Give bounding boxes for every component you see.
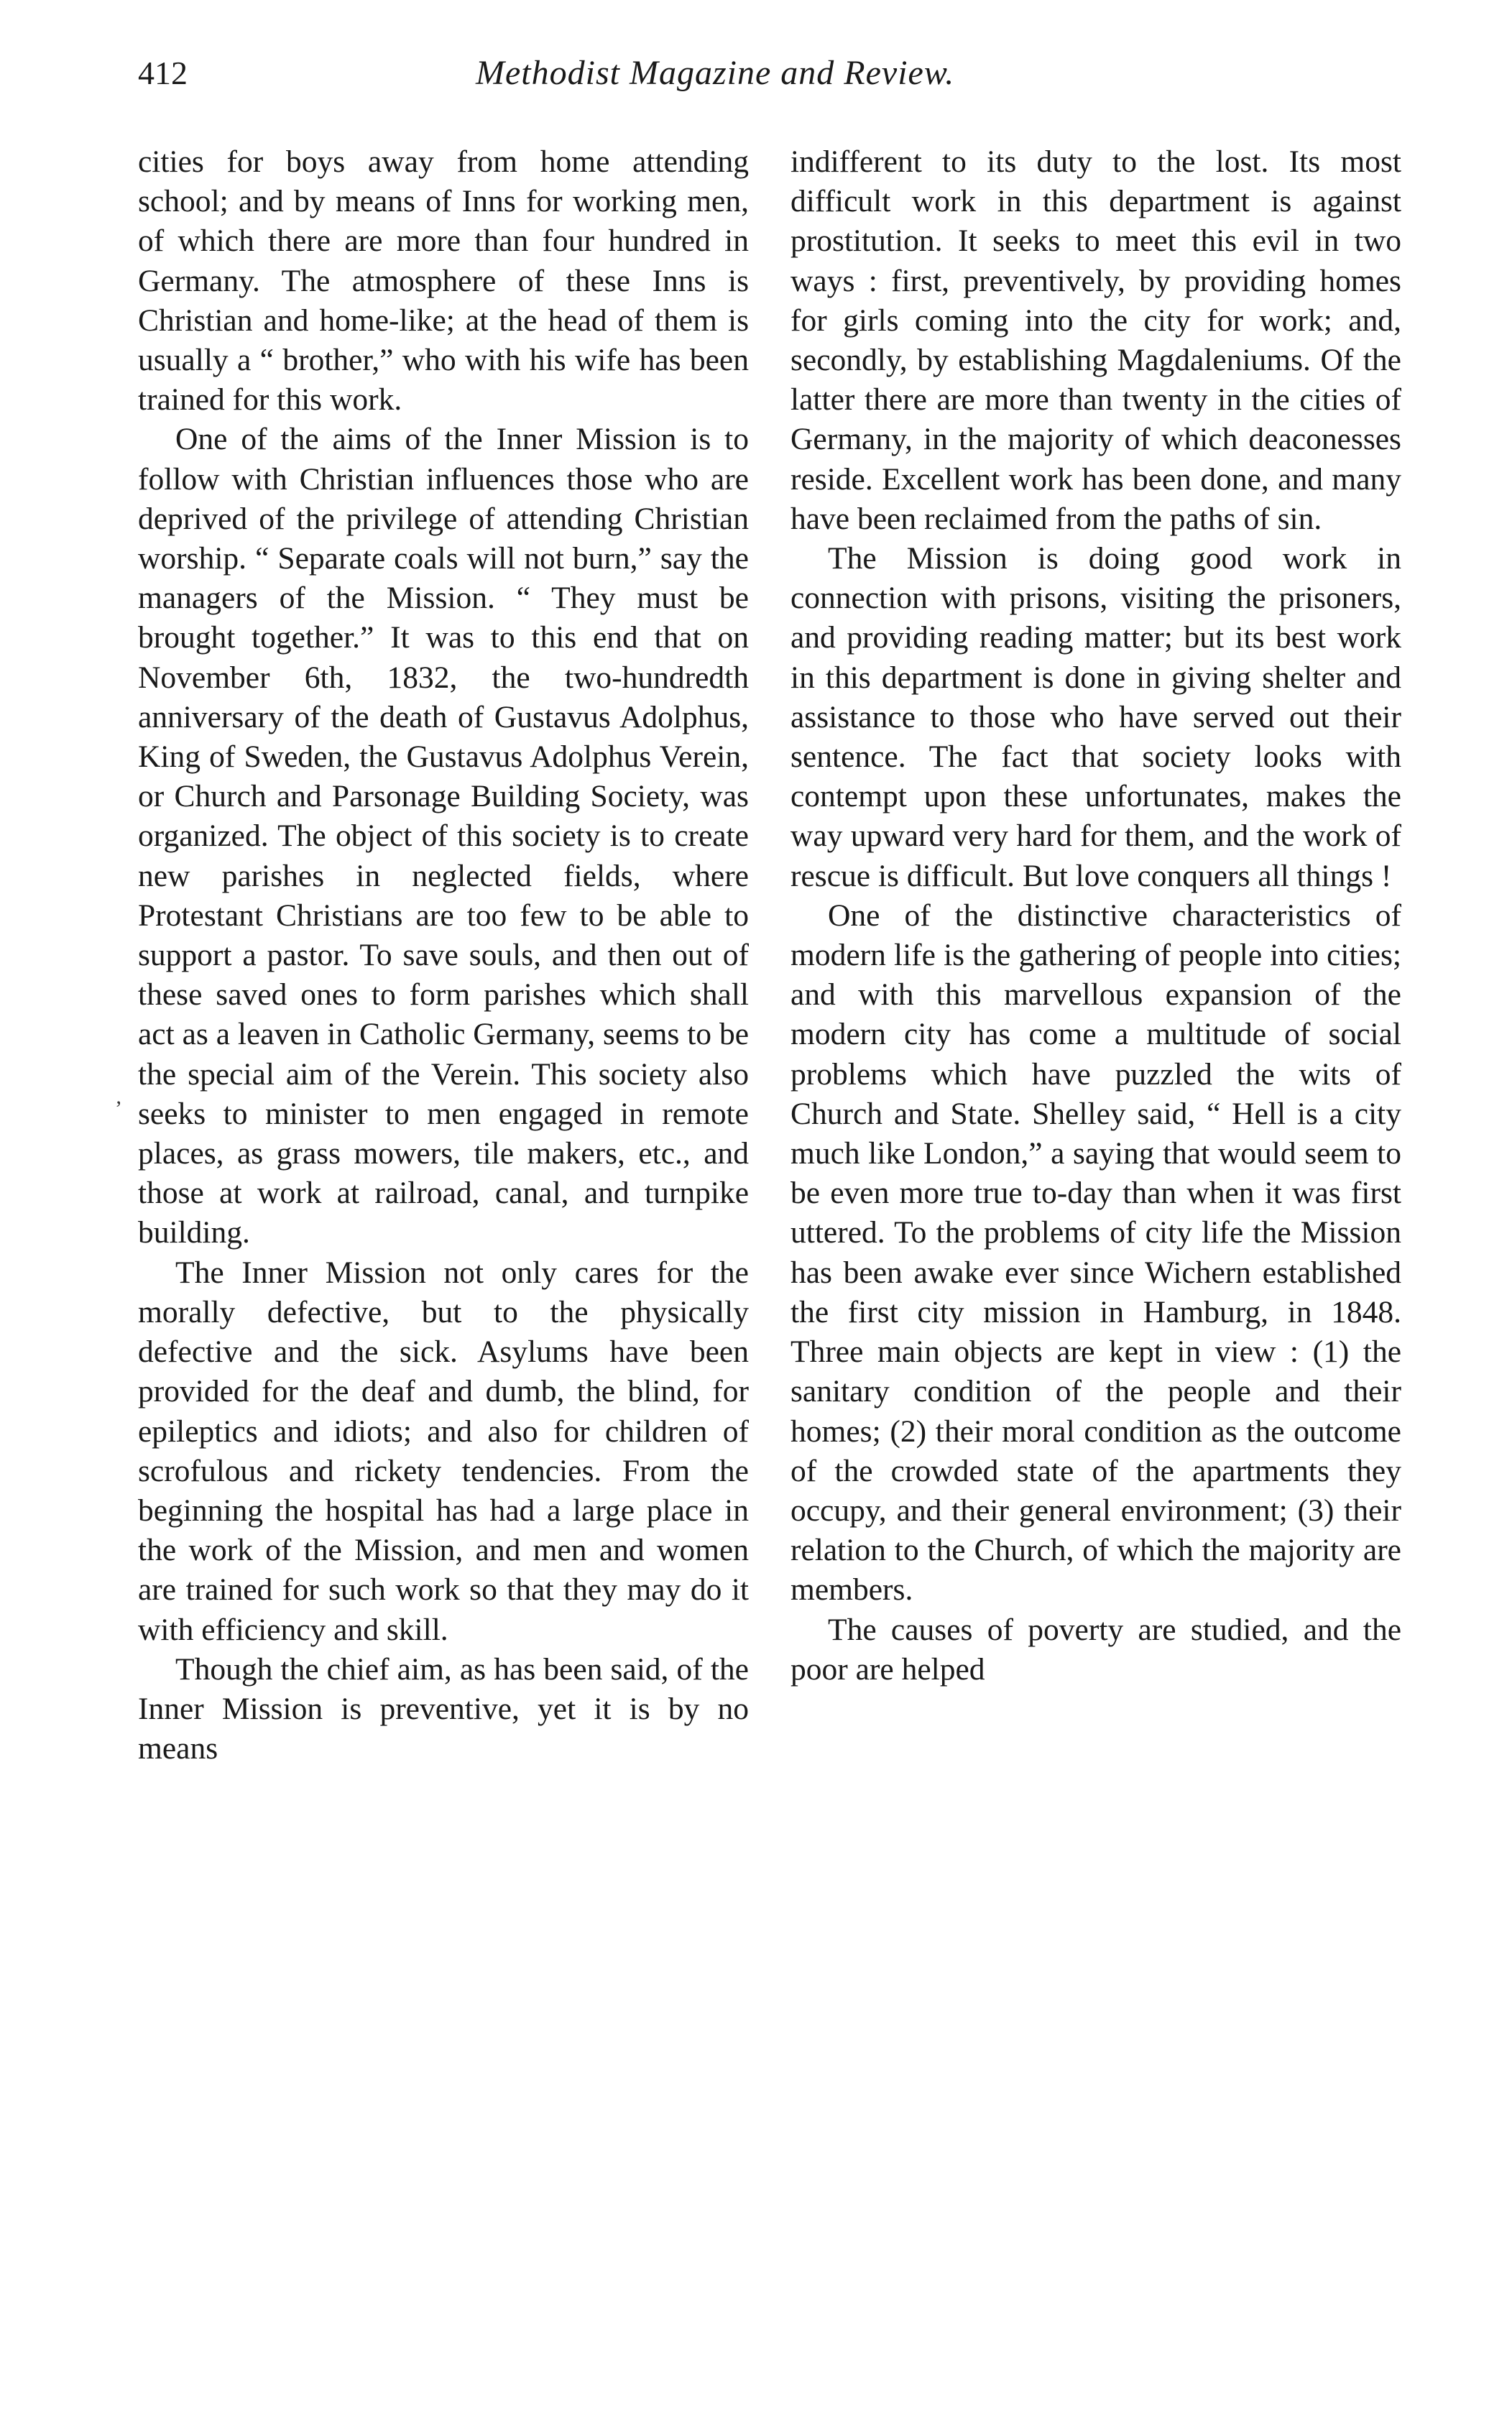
paragraph: The Inner Mission not only cares for the morally defective, but to the physically defective and the sick. Asylums have been provided for the deaf and dumb, the blind, for epileptics and idiots; and also for children of scrofulous and rickety tendencies. From the beginning the hospital has had a large place in the work of the Mission, and men and women are trained for such work so that they may do it with efficiency and skill.: [138, 1255, 749, 1647]
page-header: [138, 52, 1432, 116]
page-number: 412: [138, 55, 188, 91]
paragraph: The causes of poverty are studied, and the poor are helped: [790, 1612, 1401, 1687]
running-title: Methodist Magazine and Review.: [476, 54, 955, 92]
paragraph: indifferent to its duty to the lost. Its most difficult work in this department is against prostitution. It seeks to meet this evil in two ways : first, preventively, by providing homes for girls coming into the city for work; and, secondly, by establishing Magdaleniums. Of the latter there are more than twenty in the cities of Germany, in the majority of which deaconesses reside. Excellent work has been done, and many have been reclaimed from the paths of sin.: [790, 144, 1401, 536]
left-column: [138, 142, 749, 1769]
paragraph: The Mission is doing good work in connection with prisons, visiting the prisoners, and providing reading matter; but its best work in this department is done in giving shelter and assistance to those who have served out their sentence. The fact that society looks with contempt upon these unfortunates, makes the way upward very hard for them, and the work of rescue is difficult. But love conquers all things !: [790, 541, 1401, 893]
paragraph: cities for boys away from home attending school; and by means of Inns for working men, of which there are more than four hundred in Germany. The atmosphere of these Inns is Christian and home-like; at the head of them is usually a “ brother,” who with his wife has been trained for this work.: [138, 144, 749, 418]
paragraph: One of the aims of the Inner Mission is to follow with Christian influences those who are deprived of the privilege of attending Christian worship. “ Separate coals will not burn,” say the managers of the Mission. “ They must be brought together.” It was to this end that on November 6th, 1832, the two-hundredth anniversary of the death of Gustavus Adolphus, King of Sweden, the Gustavus Adolphus Verein, or Church and Parsonage Building Society, was organized. The object of this society is to create new parishes in neglected fields, where Protestant Christians are too few to be able to support a pastor. To save souls, and then out of these saved ones to form parishes which shall act as a leaven in Catholic Germany, seems to be the special aim of the Verein. This society also seeks to minister to men engaged in remote places, as grass mowers, tile makers, etc., and those at work at railroad, canal, and turnpike building.: [138, 422, 749, 1250]
paragraph: Though the chief aim, as has been said, of the Inner Mission is preventive, yet it is by no means: [138, 1651, 749, 1766]
margin-mark: ’: [115, 1097, 122, 1120]
right-column: [790, 142, 1401, 1689]
paragraph: One of the distinctive characteristics of modern life is the gathering of people into cities; and with this marvellous expansion of the modern city has come a multitude of social problems which have puzzled the wits of Church and State. Shelley said, “ Hell is a city much like London,” a saying that would seem to be even more true to-day than when it was first uttered. To the problems of city life the Mission has been awake ever since Wichern established the first city mission in Hamburg, in 1848. Three main objects are kept in view : (1) the sanitary condition of the people and their homes; (2) their moral condition as the outcome of the crowded state of the apartments they occupy, and their general environment; (3) their relation to the Church, of which the majority are members.: [790, 898, 1401, 1608]
